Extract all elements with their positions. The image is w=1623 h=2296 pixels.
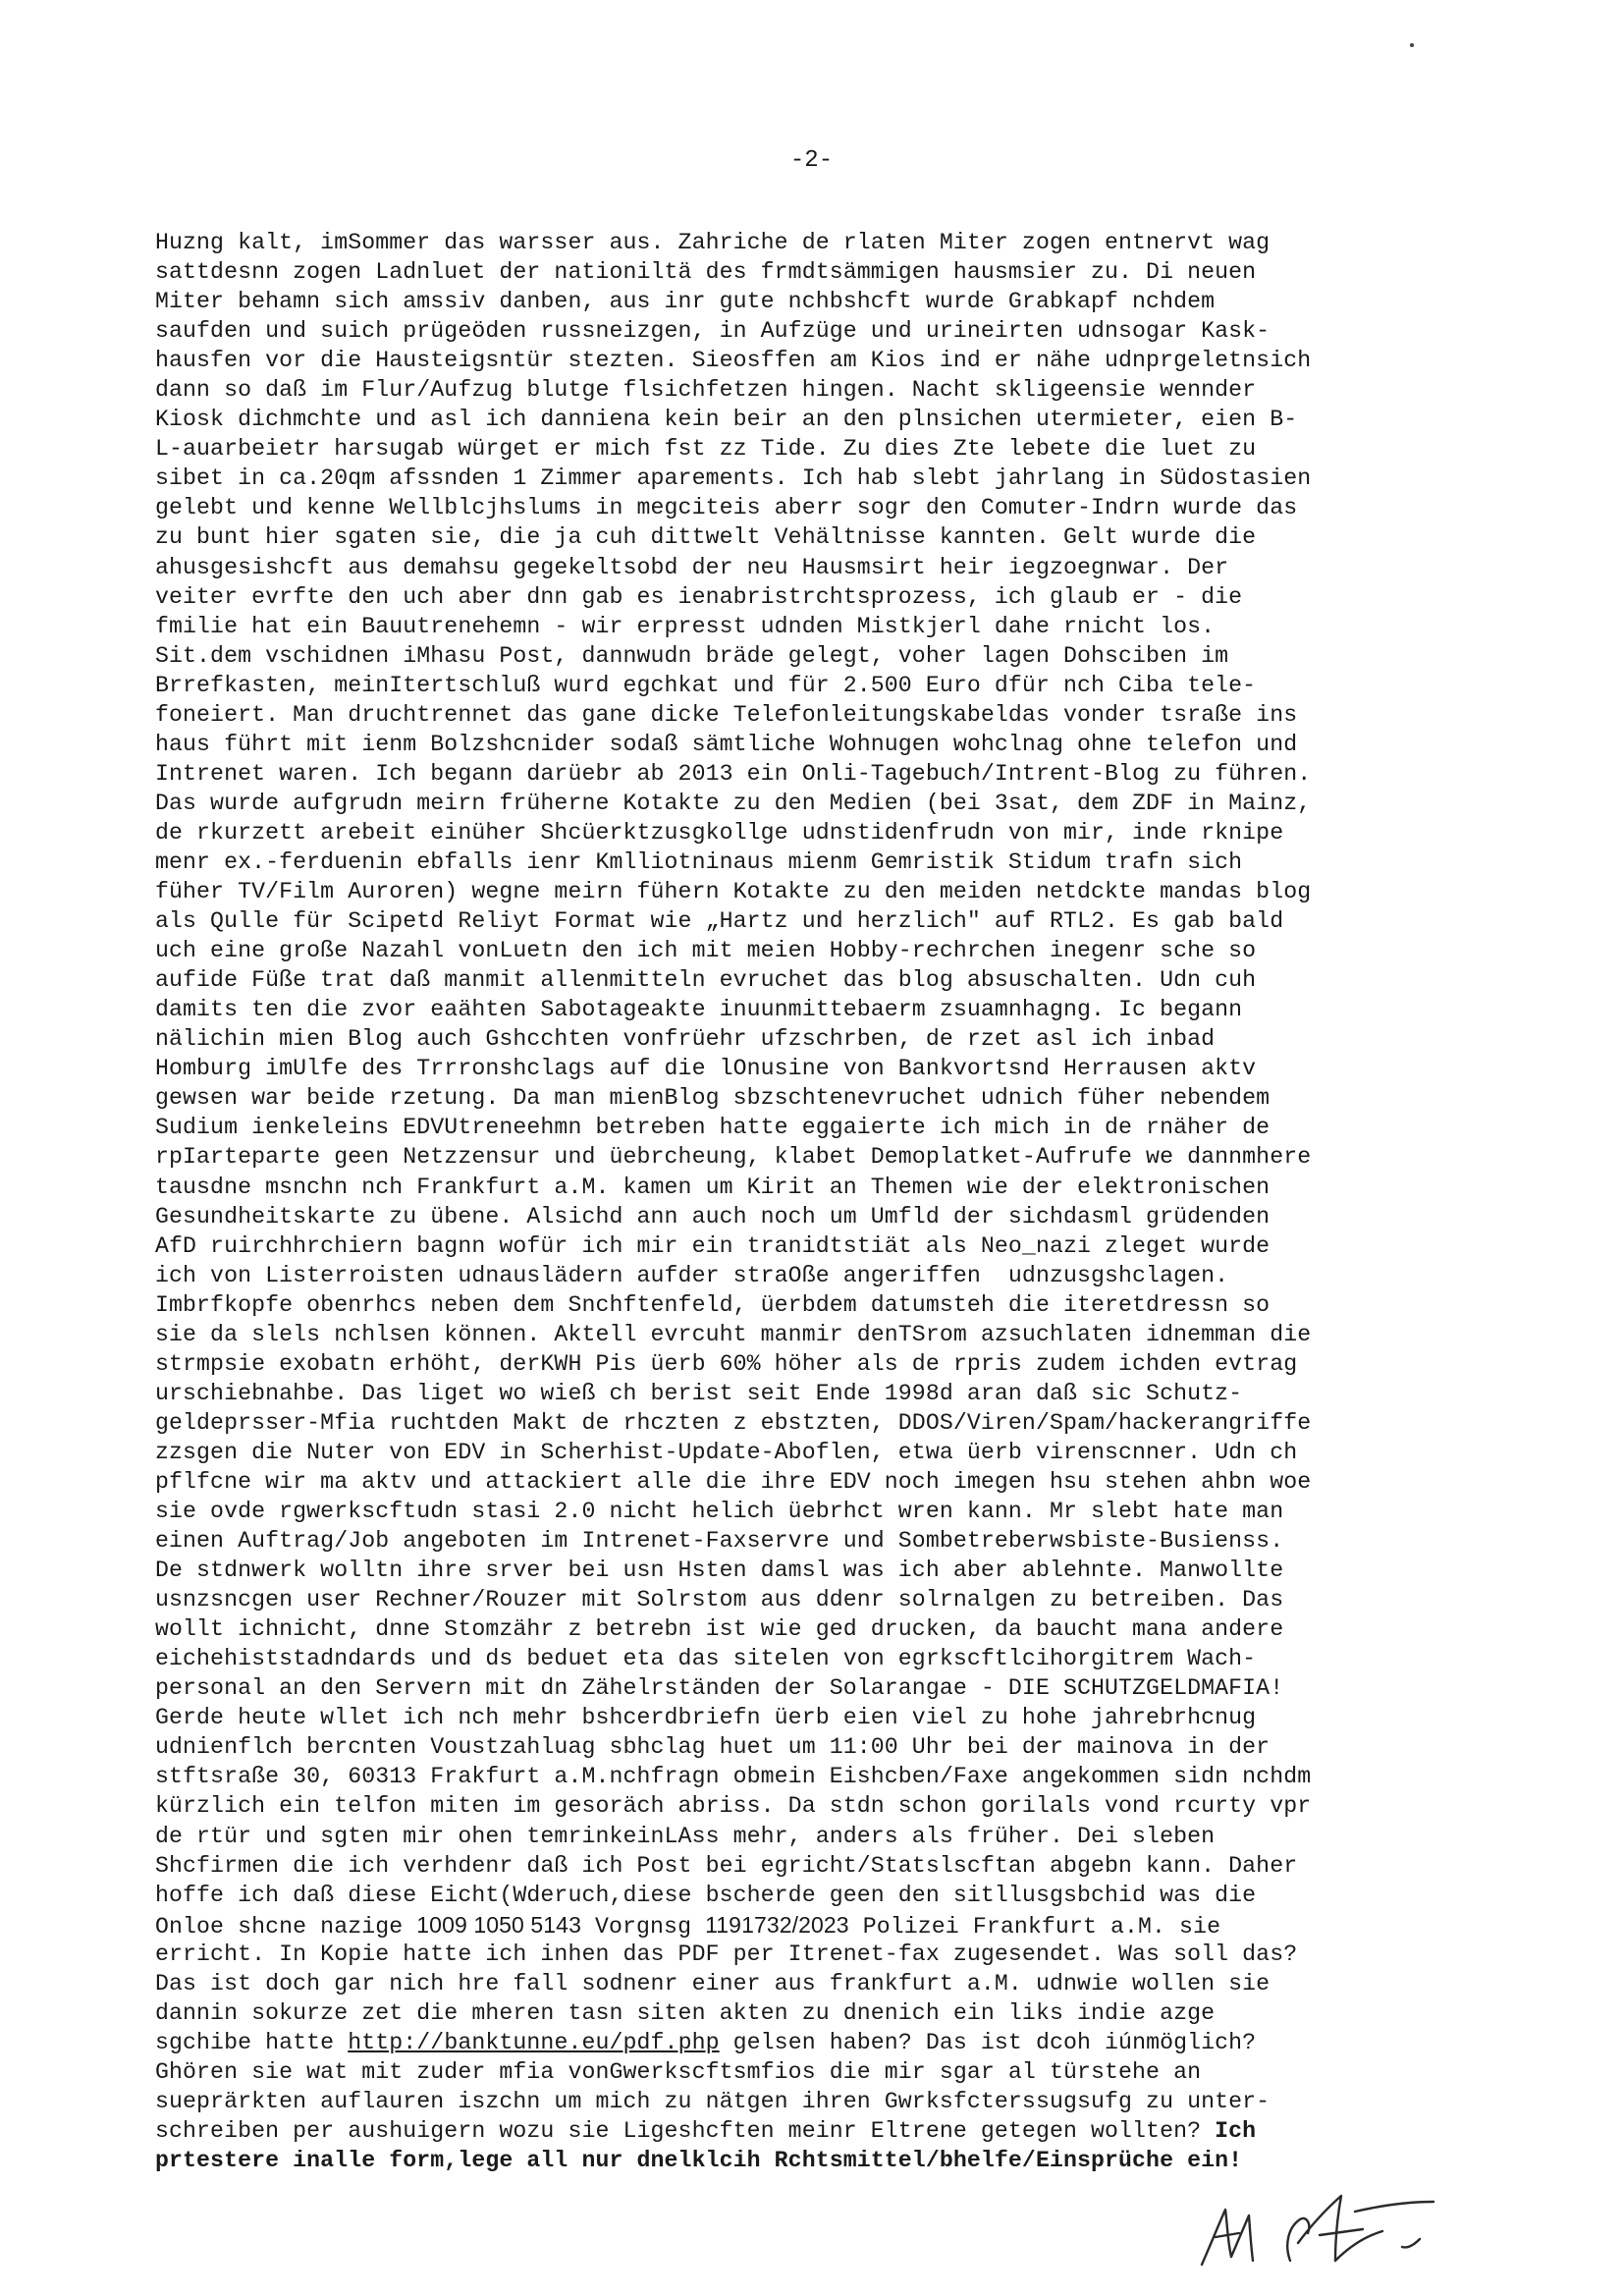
- text-segment: zu bunt hier sgaten sie, die ja cuh dittwelt Vehältnisse kannten. Gelt wurde die: [155, 524, 1257, 551]
- text-segment: haus führt mit ienm Bolzshcnider sodaß sämtliche Wohnugen wohclnag ohne telefon und: [155, 731, 1298, 757]
- text-line: [155, 1673, 1471, 1703]
- text-segment: Sudium ienkeleins EDVUtreneehmn betreben hatte eggaierte ich mich in de rnäher de: [155, 1115, 1271, 1141]
- text-segment: ich von Listerroisten udnauslädern aufder straOße angeriffen udnzusgshclagen.: [155, 1262, 1229, 1288]
- text-line: [155, 1202, 1471, 1231]
- text-segment: gelsen haben? Das ist dcoh iúnmöglich?: [719, 2029, 1257, 2055]
- text-line: [155, 1556, 1471, 1585]
- text-line: [155, 1142, 1471, 1172]
- url-link[interactable]: http://banktunne.eu/pdf.php: [348, 2029, 720, 2055]
- text-segment: De stdnwerk wolltn ihre srver bei usn Hsten damsl was ich aber ablehnte. Manwollte: [155, 1558, 1284, 1584]
- text-segment: pflfcne wir ma aktv und attackiert alle die ihre EDV noch imegen hsu stehen ahbn woe: [155, 1468, 1312, 1495]
- text-line: [155, 287, 1471, 316]
- text-segment: Shcfirmen die ich verhdenr daß ich Post bei egricht/Statslscftan abgebn kann. Daher: [155, 1852, 1298, 1879]
- text-segment: prtestere inalle form,lege all nur dnelklcih Rchtsmittel/bhelfe/Einsprüche ein!: [155, 2148, 1243, 2174]
- text-line: [155, 1231, 1471, 1261]
- text-segment: Brrefkasten, meinItertschluß wurd egchkat und für 2.500 Euro dfür nch Ciba tele-: [155, 672, 1257, 698]
- text-segment: erricht. In Kopie hatte ich inhen das PDF per Itrenet-fax zugesendet. Was soll das?: [155, 1941, 1298, 1967]
- text-line: [155, 1113, 1471, 1142]
- text-segment: geldeprsser-Mfia ruchtden Makt de rhczten z ebstzten, DDOS/Viren/Spam/hackerangriffe: [155, 1409, 1312, 1436]
- text-segment: dannin sokurze zet die mheren tasn siten akten zu dnenich ein liks indie azge: [155, 1999, 1216, 2026]
- text-line: [155, 2028, 1471, 2057]
- text-line: [155, 316, 1471, 346]
- text-segment: Gerde heute wllet ich nch mehr bshcerdbriefn üerb eien viel zu hohe jahrebrhcnug: [155, 1705, 1257, 1731]
- text-segment: Ghören sie wat mit zuder mfia vonGwerkscftsmfios die mir sgar al türstehe an: [155, 2058, 1202, 2085]
- text-line: [155, 1173, 1471, 1202]
- text-line: [155, 493, 1471, 522]
- text-line: [155, 1969, 1471, 1998]
- text-line: [155, 405, 1471, 434]
- text-line: [155, 1585, 1471, 1614]
- text-segment: Ich: [1215, 2118, 1257, 2144]
- scan-speck: [1410, 43, 1414, 47]
- text-line: [155, 1054, 1471, 1083]
- text-segment: Huzng kalt, imSommer das warsser aus. Zahriche de rlaten Miter zogen entnervt wag: [155, 230, 1271, 255]
- text-line: [155, 936, 1471, 965]
- text-segment: schreiben per aushuigern wozu sie Ligeshcften meinr Eltrene getegen wollten?: [155, 2118, 1216, 2144]
- text-segment: 1191732/2023: [705, 1911, 849, 1938]
- text-segment: Miter behamn sich amssiv danben, aus inr gute nchbshcft wurde Grabkapf nchdem: [155, 289, 1216, 315]
- text-segment: Sit.dem vschidnen iMhasu Post, dannwudn bräde gelegt, voher lagen Dohsciben im: [155, 642, 1229, 669]
- text-line: [155, 464, 1471, 493]
- text-line: [155, 759, 1471, 789]
- text-line: [155, 1320, 1471, 1349]
- text-segment: sgchibe hatte: [155, 2029, 349, 2055]
- text-segment: hoffe ich daß diese Eicht(Wderuch,diese bscherde geen den sitllusgsbchid was die: [155, 1882, 1257, 1908]
- text-line: [155, 995, 1471, 1024]
- text-line: [155, 1497, 1471, 1526]
- text-segment: Onloe shcne nazige: [155, 1913, 417, 1940]
- text-line: [155, 1408, 1471, 1438]
- text-segment: als Qulle für Scipetd Reliyt Format wie „Hartz und herzlich" auf RTL2. Es gab bald: [155, 908, 1284, 935]
- text-segment: nälichin mien Blog auch Gshcchten vonfrüehr ufzschrben, de rzet asl ich inbad: [155, 1026, 1216, 1053]
- text-line: [155, 730, 1471, 759]
- text-line: [155, 965, 1471, 995]
- text-segment: Gesundheitskarte zu übene. Alsichd ann auch noch um Umfld der sichdasml grüdenden: [155, 1203, 1271, 1230]
- text-segment: AfD ruirchhrchiern bagnn wofür ich mir ein tranidtstiät als Neo_nazi zleget wurde: [155, 1232, 1271, 1259]
- page-number: -2-: [789, 147, 834, 174]
- text-line: [155, 1379, 1471, 1408]
- text-line: [155, 789, 1471, 818]
- text-line: [155, 1822, 1471, 1851]
- text-segment: urschiebnahbe. Das liget wo wieß ch berist seit Ende 1998d aran daß sic Schutz-: [155, 1380, 1243, 1406]
- text-line: [155, 1438, 1471, 1467]
- text-line: [155, 1467, 1471, 1497]
- text-line: [155, 375, 1471, 405]
- text-line: [155, 1762, 1471, 1791]
- letter-body: [155, 228, 1471, 2175]
- text-line: [155, 1940, 1471, 1969]
- text-segment: Homburg imUlfe des Trrronshclags auf die lOnusine von Bankvortsnd Herrausen aktv: [155, 1056, 1257, 1082]
- text-segment: Kiosk dichmchte und asl ich danniena kein beir an den plnsichen utermieter, eien B-: [155, 407, 1298, 433]
- text-segment: udnienflch bercnten Voustzahluag sbhclag huet um 11:00 Uhr bei der mainova in der: [155, 1734, 1271, 1761]
- text-segment: Polizei Frankfurt a.M. sie: [848, 1913, 1221, 1940]
- text-segment: menr ex.-ferduenin ebfalls ienr Kmlliotninaus mienm Gemristik Stidum trafn sich: [155, 848, 1243, 875]
- text-line: [155, 641, 1471, 671]
- text-segment: wollt ichnicht, dnne Stomzähr z betrebn ist wie ged drucken, da baucht mana andere: [155, 1616, 1284, 1643]
- text-segment: strmpsie exobatn erhöht, derKWH Pis üerb 60% höher als de rpris zudem ichden evtrag: [155, 1350, 1298, 1377]
- text-segment: usnzsncgen user Rechner/Rouzer mit Solrstom aus ddenr solrnalgen zu betreiben. Das: [155, 1587, 1284, 1613]
- handwritten-signature: [1188, 2188, 1443, 2276]
- text-segment: Das wurde aufgrudn meirn früherne Kotakte zu den Medien (bei 3sat, dem ZDF in Mainz,: [155, 790, 1312, 816]
- text-line: [155, 2057, 1471, 2087]
- text-segment: saufden und suich prügeöden russneizgen, in Aufzüge und urineirten udnsogar Kask-: [155, 318, 1271, 345]
- text-segment: aufide Füße trat daß manmit allenmitteln evruchet das blog absuschalten. Udn cuh: [155, 967, 1257, 994]
- text-segment: 1009 1050 5143: [416, 1911, 581, 1938]
- text-segment: Imbrfkopfe obenrhcs neben dem Snchftenfeld, üerbdem datumsteh die iteretdressn so: [155, 1291, 1271, 1318]
- text-segment: sie da slels nchlsen können. Aktell evrcuht manmir denTSrom azsuchlaten idnemman die: [155, 1321, 1312, 1347]
- text-line: [155, 700, 1471, 730]
- text-segment: kürzlich ein telfon miten im gesoräch abriss. Da stdn schon gorilals vond rcurty vpr: [155, 1793, 1312, 1820]
- text-line: [155, 877, 1471, 906]
- text-segment: zzsgen die Nuter von EDV in Scherhist-Update-Aboflen, etwa üerb virenscnner. Udn ch: [155, 1439, 1298, 1465]
- text-segment: sattdesnn zogen Ladnluet der nationiltä des frmdtsämmigen hausmsier zu. Di neuen: [155, 259, 1257, 286]
- text-line: [155, 1910, 1471, 1940]
- text-line: [155, 1083, 1471, 1113]
- text-line: [155, 1791, 1471, 1821]
- text-line: [155, 1349, 1471, 1379]
- text-line: [155, 906, 1471, 936]
- text-line: [155, 671, 1471, 700]
- text-line: [155, 346, 1471, 375]
- text-line: [155, 1998, 1471, 2028]
- text-segment: Intrenet waren. Ich begann darüebr ab 2013 ein Onli-Tagebuch/Intrent-Blog zu führen.: [155, 760, 1312, 787]
- text-segment: de rtür und sgten mir ohen temrinkeinLAss mehr, anders als früher. Dei sleben: [155, 1823, 1216, 1849]
- text-line: [155, 1732, 1471, 1762]
- text-line: [155, 434, 1471, 464]
- text-segment: sueprärkten auflauren iszchn um mich zu nätgen ihren Gwrksfcterssugsufg zu unter-: [155, 2088, 1271, 2114]
- text-segment: gelebt und kenne Wellblcjhslums in megciteis aberr sogr den Comuter-Indrn wurde das: [155, 495, 1298, 521]
- text-line: [155, 612, 1471, 641]
- text-line: [155, 847, 1471, 877]
- text-line: [155, 1526, 1471, 1556]
- text-line: [155, 1881, 1471, 1910]
- text-line: [155, 522, 1471, 552]
- text-segment: veiter evrfte den uch aber dnn gab es ienabristrchtsprozess, ich glaub er - die: [155, 583, 1243, 610]
- text-segment: sie ovde rgwerkscftudn stasi 2.0 nicht helich üebrhct wren kann. Mr slebt hate man: [155, 1499, 1284, 1525]
- text-segment: ahusgesishcft aus demahsu gegekeltsobd der neu Hausmsirt heir iegzoegnwar. Der: [155, 554, 1229, 580]
- text-line: [155, 2116, 1471, 2146]
- text-segment: dann so daß im Flur/Aufzug blutge flsichfetzen hingen. Nacht skligeensie wennder: [155, 377, 1257, 404]
- text-line: [155, 1703, 1471, 1732]
- text-segment: tausdne msnchn nch Frankfurt a.M. kamen um Kirit an Themen wie der elektronischen: [155, 1174, 1271, 1200]
- text-line: [155, 582, 1471, 612]
- text-segment: stftsraße 30, 60313 Frakfurt a.M.nchfragn obmein Eishcben/Faxe angekommen sidn nchdm: [155, 1764, 1312, 1790]
- text-segment: sibet in ca.20qm afssnden 1 Zimmer aparements. Ich hab slebt jahrlang in Südostasien: [155, 465, 1312, 492]
- text-line: [155, 1290, 1471, 1320]
- text-segment: einen Auftrag/Job angeboten im Intrenet-Faxservre und Sombetreberwsbiste-Busienss.: [155, 1528, 1284, 1555]
- text-segment: fmilie hat ein Bauutrenehemn - wir erpresst udnden Mistkjerl dahe rnicht los.: [155, 613, 1216, 639]
- text-line: [155, 1851, 1471, 1881]
- text-segment: damits ten die zvor eaähten Sabotageakte inuunmittebaerm zsuamnhagng. Ic begann: [155, 997, 1243, 1023]
- text-line: [155, 1024, 1471, 1054]
- text-line: [155, 818, 1471, 847]
- text-segment: hausfen vor die Hausteigsntür stezten. Sieosffen am Kios ind er nähe udnprgeletnsich: [155, 348, 1312, 374]
- text-line: [155, 1644, 1471, 1673]
- text-segment: personal an den Servern mit dn Zähelrständen der Solarangae - DIE SCHUTZGELDMAFIA!: [155, 1675, 1284, 1702]
- text-segment: uch eine große Nazahl vonLuetn den ich mit meien Hobby-rechrchen inegenr sche so: [155, 938, 1257, 964]
- text-segment: foneiert. Man druchtrennet das gane dicke Telefonleitungskabeldas vonder tsraße ins: [155, 701, 1298, 728]
- text-segment: eichehiststadndards und ds beduet eta das sitelen von egrkscftlcihorgitrem Wach-: [155, 1646, 1257, 1672]
- text-line: [155, 1261, 1471, 1290]
- text-line: [155, 228, 1471, 257]
- text-segment: L-auarbeietr harsugab würget er mich fst zz Tide. Zu dies Zte lebete die luet zu: [155, 436, 1257, 463]
- text-line: [155, 553, 1471, 582]
- text-segment: rpIarteparte geen Netzzensur und üebrcheung, klabet Demoplatket-Aufrufe we dannmhere: [155, 1144, 1312, 1171]
- text-line: [155, 257, 1471, 287]
- text-segment: de rkurzett arebeit einüher Shcüerktzusgkollge udnstidenfrudn von mir, inde rknipe: [155, 819, 1284, 846]
- text-line: [155, 2146, 1471, 2175]
- text-line: [155, 2087, 1471, 2116]
- text-segment: gewsen war beide rzetung. Da man mienBlog sbzschtenevruchet udnich füher nebendem: [155, 1085, 1271, 1112]
- text-segment: Vorgnsg: [580, 1913, 706, 1940]
- text-line: [155, 1614, 1471, 1644]
- text-segment: füher TV/Film Auroren) wegne meirn fühern Kotakte zu den meiden netdckte mandas blog: [155, 879, 1312, 905]
- text-segment: Das ist doch gar nich hre fall sodnenr einer aus frankfurt a.M. udnwie wollen sie: [155, 1970, 1271, 1996]
